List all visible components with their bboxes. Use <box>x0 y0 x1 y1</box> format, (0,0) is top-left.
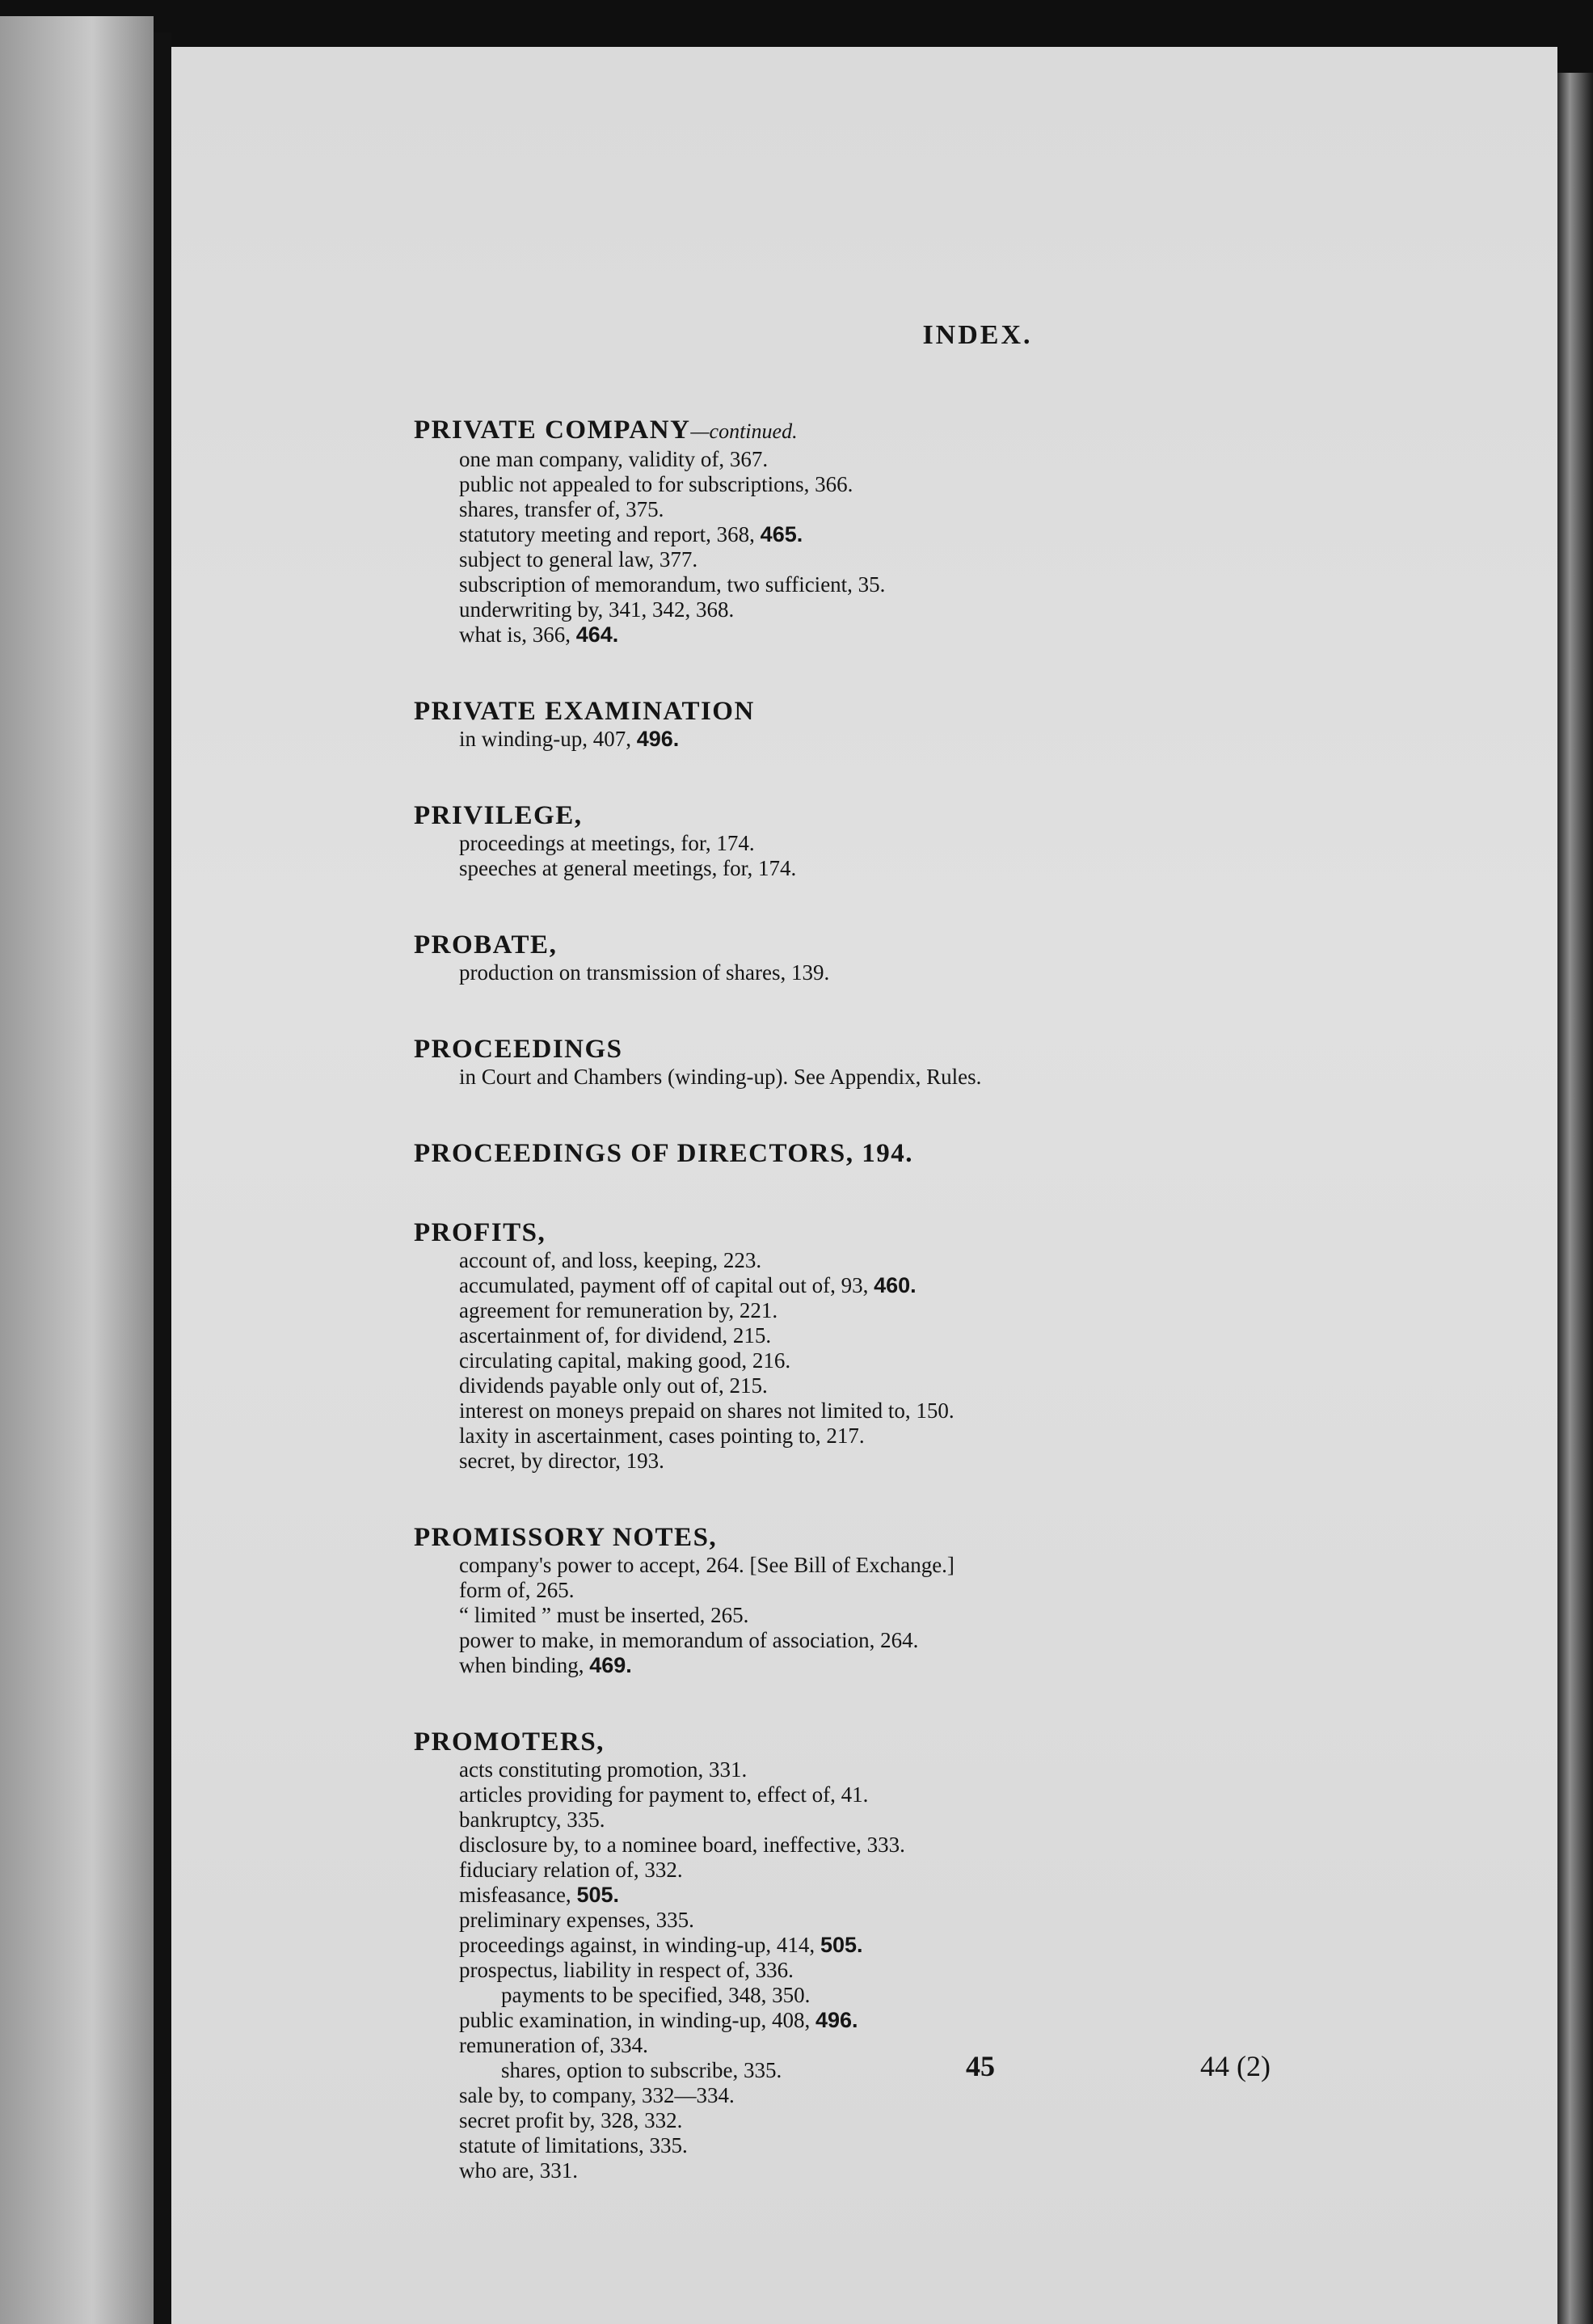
index-entry <box>414 2133 1529 2158</box>
index-entry <box>414 497 1529 522</box>
index-heading <box>414 1727 1529 1757</box>
index-entry-text: secret profit by, 328, 332. <box>459 2108 683 2132</box>
index-entry <box>414 1449 1529 1474</box>
index-entry <box>414 572 1529 597</box>
index-heading <box>414 1138 1529 1169</box>
index-entry <box>414 1933 1529 1958</box>
index-entry-text: statute of limitations, 335. <box>459 2133 688 2157</box>
index-entry-page-ref: 496. <box>815 2008 858 2032</box>
index-entry <box>414 856 1529 881</box>
index-heading-text: PROCEEDINGS <box>414 1035 623 1064</box>
index-entry <box>414 1398 1529 1424</box>
index-entry <box>414 1603 1529 1628</box>
index-entry <box>414 1757 1529 1782</box>
index-entry-text: public examination, in winding-up, 408, <box>459 2008 815 2032</box>
index-body <box>414 415 1529 2232</box>
index-entry-text: in winding-up, 407, <box>459 727 637 751</box>
index-entry <box>414 622 1529 647</box>
page-title: INDEX. <box>922 320 1033 350</box>
index-heading-text: PRIVATE EXAMINATION <box>414 697 755 726</box>
index-entry <box>414 1908 1529 1933</box>
index-entry-text: agreement for remuneration by, 221. <box>459 1298 778 1322</box>
index-entry <box>414 1983 1529 2008</box>
index-entry-text: accumulated, payment off of capital out of, 93, <box>459 1273 874 1297</box>
index-heading-continued: —continued. <box>690 420 798 443</box>
index-section <box>414 1727 1529 2183</box>
index-entry-text: underwriting by, 341, 342, 368. <box>459 597 735 622</box>
index-entry-page-ref: 460. <box>874 1273 917 1297</box>
index-entry-text: remuneration of, 334. <box>459 2033 648 2057</box>
index-heading <box>414 1522 1529 1553</box>
index-entry <box>414 1373 1529 1398</box>
index-entry-text: shares, option to subscribe, 335. <box>501 2058 782 2082</box>
index-entry <box>414 1858 1529 1883</box>
index-entry-text: in Court and Chambers (winding-up). See Appendix, Rules. <box>459 1065 982 1089</box>
index-entry <box>414 1348 1529 1373</box>
index-entry-text: proceedings at meetings, for, 174. <box>459 831 755 855</box>
index-entry-text: statutory meeting and report, 368, <box>459 522 761 546</box>
index-entry <box>414 727 1529 752</box>
book-page <box>171 47 1557 2324</box>
index-entry-text: production on transmission of shares, 139. <box>459 960 830 985</box>
index-entry-text: subscription of memorandum, two sufficient, 35. <box>459 572 886 597</box>
index-heading <box>414 415 1529 447</box>
index-entry <box>414 1424 1529 1449</box>
index-heading <box>414 696 1529 727</box>
page-edge-shadow <box>1557 73 1593 2324</box>
index-section <box>414 800 1529 881</box>
index-entry-text: company's power to accept, 264. [See Bill of Exchange.] <box>459 1553 955 1577</box>
index-entry <box>414 1578 1529 1603</box>
index-entry <box>414 1065 1529 1090</box>
index-entry <box>414 547 1529 572</box>
index-entry <box>414 2108 1529 2133</box>
index-entry-text: laxity in ascertainment, cases pointing to, 217. <box>459 1424 865 1448</box>
index-entry <box>414 1553 1529 1578</box>
index-entry <box>414 1628 1529 1653</box>
index-entry <box>414 447 1529 472</box>
index-heading <box>414 1217 1529 1248</box>
index-heading <box>414 930 1529 960</box>
index-entry <box>414 522 1529 547</box>
index-entry-text: account of, and loss, keeping, 223. <box>459 1248 762 1272</box>
index-section <box>414 1217 1529 1474</box>
index-entry-text: sale by, to company, 332—334. <box>459 2083 735 2107</box>
index-section <box>414 696 1529 752</box>
index-entry <box>414 597 1529 622</box>
index-entry-text: speeches at general meetings, for, 174. <box>459 856 797 880</box>
index-heading-text: PROMOTERS, <box>414 1727 605 1757</box>
index-entry <box>414 1248 1529 1273</box>
index-heading <box>414 1034 1529 1065</box>
index-entry <box>414 831 1529 856</box>
index-entry-page-ref: 465. <box>760 522 803 546</box>
index-entry-page-ref: 464. <box>575 622 619 647</box>
index-entry-text: power to make, in memorandum of association, 264. <box>459 1628 919 1652</box>
index-entry-text: what is, 366, <box>459 622 576 647</box>
index-entry <box>414 960 1529 985</box>
index-heading-text: PROBATE, <box>414 930 558 960</box>
index-entry-text: secret, by director, 193. <box>459 1449 664 1473</box>
index-entry-text: “ limited ” must be inserted, 265. <box>459 1603 749 1627</box>
page-content <box>171 47 1557 2324</box>
index-entry-page-ref: 469. <box>589 1653 632 1677</box>
signature-mark: 45 <box>966 2050 995 2082</box>
index-entry <box>414 1782 1529 1807</box>
index-entry-text: who are, 331. <box>459 2158 578 2183</box>
index-entry-text: form of, 265. <box>459 1578 575 1602</box>
index-entry-text: dividends payable only out of, 215. <box>459 1373 768 1398</box>
index-entry <box>414 1807 1529 1833</box>
index-entry-text: public not appealed to for subscriptions, 366. <box>459 472 853 496</box>
index-entry <box>414 1958 1529 1983</box>
index-entry-page-ref: 505. <box>576 1883 619 1907</box>
facing-page-edge <box>0 16 154 2324</box>
index-entry-text: bankruptcy, 335. <box>459 1807 605 1832</box>
index-entry <box>414 1833 1529 1858</box>
index-entry-page-ref: 496. <box>636 727 680 751</box>
index-section <box>414 1138 1529 1169</box>
index-heading <box>414 800 1529 831</box>
index-section <box>414 415 1529 647</box>
index-entry <box>414 2008 1529 2033</box>
index-entry-text: fiduciary relation of, 332. <box>459 1858 683 1882</box>
index-entry-text: proceedings against, in winding-up, 414, <box>459 1933 820 1957</box>
index-entry <box>414 1298 1529 1323</box>
index-entry <box>414 2083 1529 2108</box>
index-section <box>414 1034 1529 1090</box>
index-entry-text: disclosure by, to a nominee board, ineffective, 333. <box>459 1833 905 1857</box>
index-entry <box>414 1323 1529 1348</box>
index-section <box>414 1522 1529 1678</box>
index-heading-text: PRIVATE COMPANY <box>414 415 691 445</box>
index-heading-text: PROCEEDINGS OF DIRECTORS, 194. <box>414 1139 914 1168</box>
book-gutter <box>154 32 171 2324</box>
index-entry-text: articles providing for payment to, effect of, 41. <box>459 1782 869 1807</box>
index-entry <box>414 472 1529 497</box>
index-entry <box>414 1653 1529 1678</box>
index-entry-text: prospectus, liability in respect of, 336. <box>459 1958 794 1982</box>
index-entry-text: interest on moneys prepaid on shares not limited to, 150. <box>459 1398 955 1423</box>
index-entry-text: payments to be specified, 348, 350. <box>501 1983 811 2007</box>
index-entry-text: acts constituting promotion, 331. <box>459 1757 748 1782</box>
index-entry-text: one man company, validity of, 367. <box>459 447 769 471</box>
index-entry-text: shares, transfer of, 375. <box>459 497 664 521</box>
index-heading-text: PRIVILEGE, <box>414 801 583 830</box>
index-entry-text: ascertainment of, for dividend, 215. <box>459 1323 772 1348</box>
index-entry <box>414 1273 1529 1298</box>
index-entry <box>414 1883 1529 1908</box>
index-entry-text: preliminary expenses, 335. <box>459 1908 694 1932</box>
reel-number: 44 (2) <box>1200 2050 1271 2082</box>
index-entry-page-ref: 505. <box>820 1933 863 1957</box>
index-entry-text: misfeasance, <box>459 1883 577 1907</box>
index-section <box>414 930 1529 985</box>
index-entry-text: subject to general law, 377. <box>459 547 698 572</box>
index-heading-text: PROFITS, <box>414 1218 546 1247</box>
index-heading-text: PROMISSORY NOTES, <box>414 1523 718 1552</box>
index-entry <box>414 2158 1529 2183</box>
index-entry-text: circulating capital, making good, 216. <box>459 1348 791 1373</box>
index-entry-text: when binding, <box>459 1653 590 1677</box>
